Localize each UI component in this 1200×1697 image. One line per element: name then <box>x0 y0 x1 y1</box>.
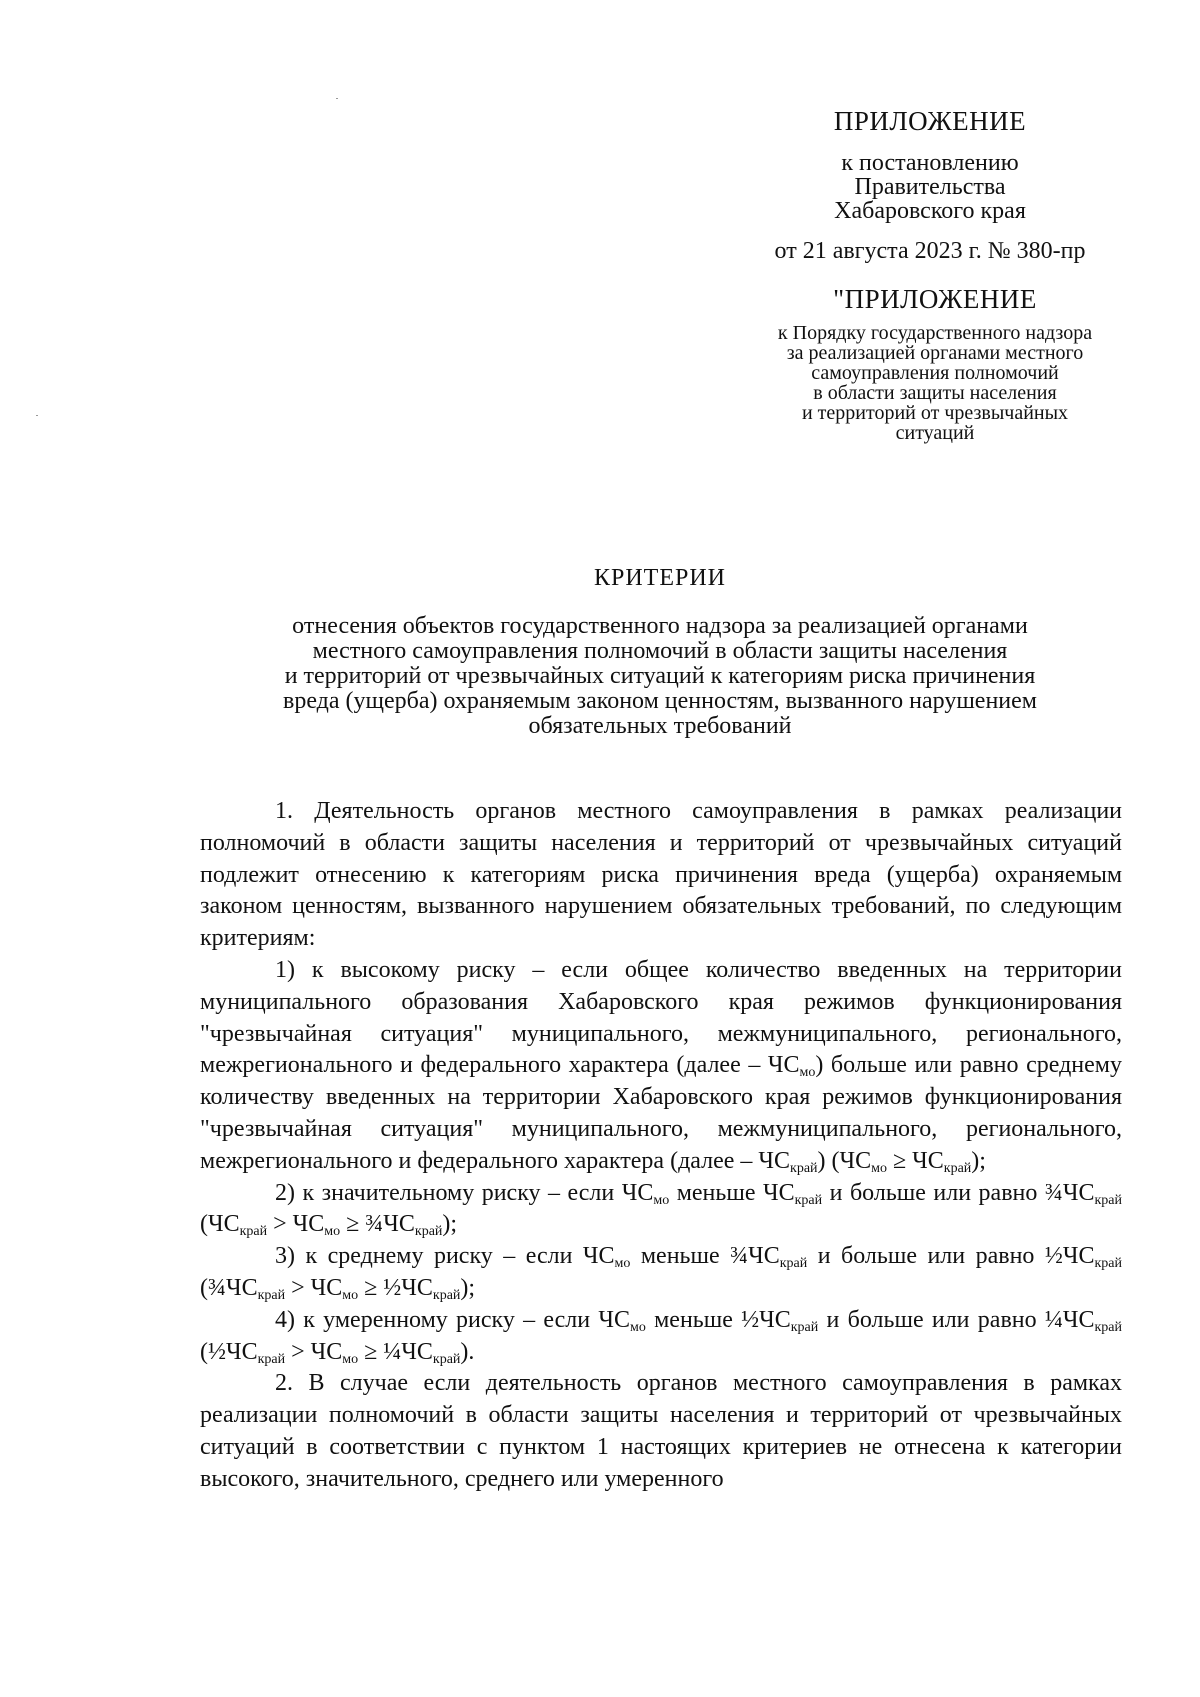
subscript-krai: край <box>239 1224 268 1240</box>
paragraph-1-text: 1. Деятельность органов местного самоуправления в рамках реализации полномочий в области защиты населения и территорий от чрезвычайных ситуаций подлежит отнесению к категориям риска причинения вреда (ущерба) охраняемым законом ценностям, вызванного нарушением обязательных требований, по следующим критериям: <box>200 798 1122 952</box>
text-run: меньше ЧС <box>669 1179 795 1206</box>
subscript-krai: край <box>790 1160 818 1176</box>
criteria-subtitle-line: вреда (ущерба) охраняемым законом ценностям, вызванного нарушением <box>283 688 1037 714</box>
text-run: (½ЧС <box>200 1338 258 1365</box>
inner-appendix-header <box>740 286 1130 443</box>
text-run: (ЧС <box>200 1211 240 1238</box>
scan-speck <box>36 415 38 416</box>
text-run: ). <box>460 1338 475 1365</box>
subscript-krai: край <box>414 1224 443 1240</box>
criteria-title: КРИТЕРИИ <box>593 565 727 591</box>
text-run: 1) к высокому риску – если общее количество введенных на территории муниципального образования Хабаровского края режимов функционирования "чрезвычайная ситуация" муниципального, межмуниципального, регионального, межрегионального и федерального характера (далее – ЧС <box>200 956 1122 1079</box>
subscript-krai: край <box>1094 1319 1122 1335</box>
criterion-significant-risk <box>200 1178 1122 1242</box>
criteria-subtitle-line: отнесения объектов государственного надзора за реализацией органами <box>292 613 1028 639</box>
subscript-krai: край <box>943 1160 972 1176</box>
text-run: 4) к умеренному риску – если ЧС <box>275 1306 630 1333</box>
subscript-krai: край <box>794 1192 823 1208</box>
text-run: ≥ ½ЧС <box>358 1274 433 1301</box>
inner-appendix-title: "ПРИЛОЖЕНИЕ <box>833 284 1037 314</box>
criteria-subtitle-line: обязательных требований <box>528 713 792 739</box>
subscript-mo: мо <box>614 1256 631 1272</box>
inner-appendix-line: самоуправления полномочий <box>811 362 1059 384</box>
subscript-krai: край <box>779 1256 808 1272</box>
subscript-mo: мо <box>342 1287 359 1303</box>
subscript-mo: мо <box>324 1224 341 1240</box>
subscript-mo: мо <box>629 1319 646 1335</box>
subscript-krai: край <box>790 1319 819 1335</box>
subscript-krai: край <box>257 1351 286 1367</box>
criterion-medium-risk <box>200 1241 1122 1305</box>
subscript-krai: край <box>1094 1256 1123 1272</box>
criteria-subtitle-line: местного самоуправления полномочий в области защиты населения <box>312 638 1008 664</box>
subscript-mo: мо <box>653 1192 670 1208</box>
subscript-krai: край <box>432 1287 461 1303</box>
inner-appendix-line: ситуаций <box>895 422 975 444</box>
subscript-mo: мо <box>871 1160 887 1176</box>
text-run: ); <box>971 1147 986 1174</box>
subscript-krai: край <box>257 1287 286 1303</box>
text-run: > ЧС <box>285 1274 343 1301</box>
inner-appendix-line: в области защиты населения <box>813 382 1057 404</box>
paragraph-2-text: 2. В случае если деятельность органов местного самоуправления в рамках реализации полномочий в области защиты населения и территорий от чрезвычайных ситуаций в соответствии с пунктом 1 настоящих критериев не отнесена к категории высокого, значительного, среднего или умеренного <box>200 1370 1122 1492</box>
subscript-krai: край <box>432 1351 461 1367</box>
text-run: 3) к среднему риску – если ЧС <box>275 1243 615 1270</box>
text-run: ); <box>460 1274 476 1301</box>
appendix-line: Хабаровского края <box>834 198 1026 224</box>
text-run: и больше или равно ¾ЧС <box>822 1179 1095 1206</box>
text-run: ≥ ¼ЧС <box>358 1338 433 1365</box>
text-run: > ЧС <box>285 1338 343 1365</box>
text-run: ≥ ¾ЧС <box>340 1211 415 1238</box>
criterion-moderate-risk <box>200 1305 1122 1369</box>
criteria-subtitle-line: и территорий от чрезвычайных ситуаций к категориям риска причинения <box>284 663 1036 689</box>
text-run: и больше или равно ¼ЧС <box>818 1306 1095 1333</box>
paragraph-1 <box>200 796 1122 955</box>
body-text <box>200 796 1122 1496</box>
text-run: ); <box>442 1211 458 1238</box>
subscript-mo: мо <box>342 1351 359 1367</box>
appendix-title: ПРИЛОЖЕНИЕ <box>833 106 1027 136</box>
subscript-krai: край <box>1094 1192 1123 1208</box>
appendix-header <box>760 108 1100 263</box>
text-run: ) больше или равно среднему количеству введенных на территории Хабаровского края режимов функционирования "чрезвычайная ситуация" муниципального, межмуниципального, регионального, межрегионального и федерального характера (далее – ЧС <box>200 1052 1122 1174</box>
inner-appendix-line: за реализацией органами местного <box>786 342 1084 364</box>
text-run: 2) к значительному риску – если ЧС <box>275 1179 654 1206</box>
appendix-date: от 21 августа 2023 г. № 380-пр <box>774 238 1086 264</box>
appendix-line: к постановлению <box>841 150 1019 176</box>
text-run: ) (ЧС <box>817 1147 872 1174</box>
text-run: меньше ¾ЧС <box>630 1243 780 1270</box>
scan-speck <box>336 98 338 99</box>
paragraph-2 <box>200 1368 1122 1495</box>
inner-appendix-line: к Порядку государственного надзора <box>777 322 1093 344</box>
subscript-mo: мо <box>799 1065 816 1081</box>
text-run: и больше или равно ½ЧС <box>807 1243 1095 1270</box>
text-run: меньше ½ЧС <box>645 1306 791 1333</box>
text-run: > ЧС <box>267 1211 325 1238</box>
criteria-heading <box>200 565 1120 739</box>
criterion-high-risk <box>200 955 1122 1178</box>
inner-appendix-line: и территорий от чрезвычайных <box>801 402 1069 424</box>
text-run: ≥ ЧС <box>887 1147 944 1174</box>
appendix-line: Правительства <box>854 174 1006 200</box>
text-run: (¾ЧС <box>200 1274 258 1301</box>
